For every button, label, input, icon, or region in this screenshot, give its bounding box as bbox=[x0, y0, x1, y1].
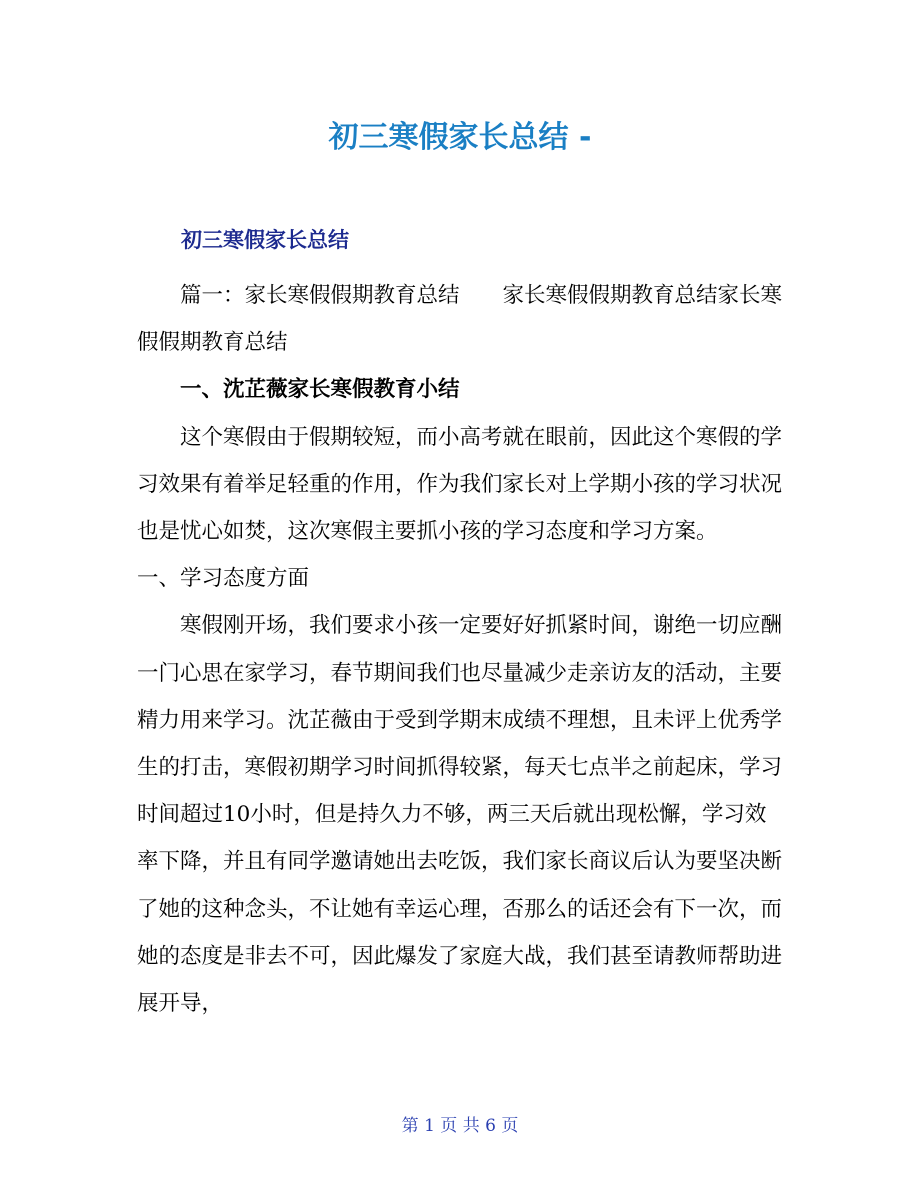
paragraph: 篇一：家长寒假假期教育总结 家长寒假假期教育总结家长寒假假期教育总结 bbox=[137, 283, 783, 356]
paragraph: 这个寒假由于假期较短，而小高考就在眼前，因此这个寒假的学习效果有着举足轻重的作用，作为我们家长对上学期小孩的学习状况也是忧心如焚，这次寒假主要抓小孩的学习态度和学习方案。 一、学习态度方面 bbox=[137, 424, 793, 592]
section-heading: 一、沈芷薇家长寒假教育小结 bbox=[180, 377, 460, 403]
document-title: 初三寒假家长总结 - bbox=[328, 120, 592, 155]
paragraph: 寒假刚开场，我们要求小孩一定要好好抓紧时间，谢绝一切应酬一门心思在家学习，春节期间我们也尽量减少走亲访友的活动，主要精力用来学习。沈芷薇由于受到学期末成绩不理想，且未评上优秀学生的打击，寒假初期学习时间抓得较紧，每天七点半之前起床，学习时间超过10小时，但是持久力不够，两三天后就出现松懈，学习效率下降，并且有同学邀请她出去吃饭，我们家长商议后认为要坚决断了她的这种念头，不让她有幸运心理，否那么的话还会有下一次，而她的态度是非去不可，因此爆发了家庭大战，我们甚至请教师帮助进展开导， bbox=[137, 613, 783, 1017]
document-subtitle: 初三寒假家长总结 bbox=[181, 228, 349, 252]
document-body bbox=[137, 272, 793, 1027]
page-footer: 第 1 页 共 6 页 bbox=[401, 1116, 519, 1136]
